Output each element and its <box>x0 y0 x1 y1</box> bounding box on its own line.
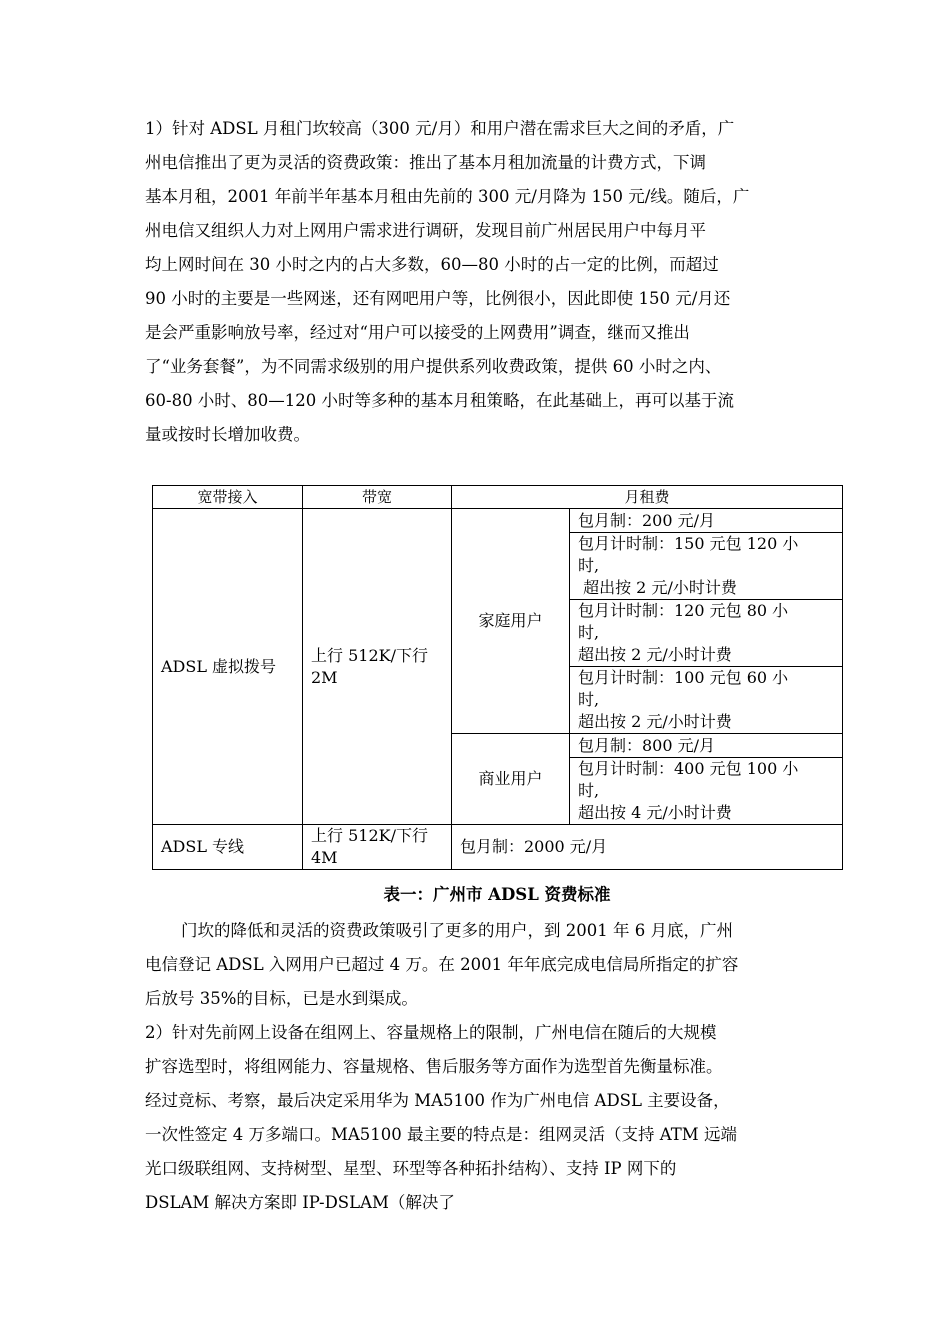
table-header-row <box>153 486 843 509</box>
table-caption: 表一：广州市 ADSL 资费标准 <box>383 885 611 904</box>
header-access: 宽带接入 <box>153 486 303 509</box>
plan-cell: 包月计时制：150 元包 120 小 时, 超出按 2 元/小时计费 <box>570 533 843 600</box>
bandwidth-cell: 上行 512K/下行 2M <box>303 509 452 825</box>
text-line: 光口级联组网、支持树型、星型、环型等各种拓扑结构）、支持 IP 网下的 <box>145 1159 677 1178</box>
text-line: 经过竞标、考察，最后决定采用华为 MA5100 作为广州电信 ADSL 主要设备， <box>145 1091 730 1110</box>
business-user-group: 商业用户 <box>452 734 570 825</box>
header-bandwidth: 带宽 <box>303 486 452 509</box>
header-monthly-fee: 月租费 <box>452 486 843 509</box>
text-line: 1）针对 ADSL 月租门坎较高（300 元/月）和用户潜在需求巨大之间的矛盾，广 <box>145 119 735 138</box>
text-line: 电信登记 ADSL 入网用户已超过 4 万。在 2001 年年底完成电信局所指定的扩容 <box>145 955 739 974</box>
access-type-cell: ADSL 虚拟拨号 <box>153 509 303 825</box>
bandwidth-cell: 上行 512K/下行 4M <box>303 825 452 870</box>
plan-cell: 包月计时制：120 元包 80 小 时, 超出按 2 元/小时计费 <box>570 600 843 667</box>
plan-cell: 包月制：200 元/月 <box>570 509 843 533</box>
access-type-cell: ADSL 专线 <box>153 825 303 870</box>
text-line: DSLAM 解决方案即 IP-DSLAM（解决了 <box>145 1193 455 1212</box>
text-line: 后放号 35%的目标，已是水到渠成。 <box>145 989 418 1008</box>
text-line: 均上网时间在 30 小时之内的占大多数，60—80 小时的占一定的比例，而超过 <box>145 255 719 274</box>
text-line: 扩容选型时，将组网能力、容量规格、售后服务等方面作为选型首先衡量标准。 <box>145 1057 723 1076</box>
text-line: 是会严重影响放号率，经过对“用户可以接受的上网费用”调查，继而又推出 <box>145 323 690 342</box>
table-row <box>153 825 843 870</box>
text-line: 门坎的降低和灵活的资费政策吸引了更多的用户，到 2001 年 6 月底，广州 <box>181 921 733 940</box>
paragraph-results <box>145 914 815 1220</box>
text-line: 基本月租，2001 年前半年基本月租由先前的 300 元/月降为 150 元/线。随后，广 <box>145 187 750 206</box>
text-line: 州电信又组织人力对上网用户需求进行调研，发现目前广州居民用户中每月平 <box>145 221 706 240</box>
text-line: 量或按时长增加收费。 <box>145 425 310 444</box>
adsl-fee-table <box>152 485 843 870</box>
plan-cell: 包月计时制：400 元包 100 小 时, 超出按 4 元/小时计费 <box>570 758 843 825</box>
home-user-group: 家庭用户 <box>452 509 570 734</box>
table-row <box>153 509 843 533</box>
text-line: 了“业务套餐”，为不同需求级别的用户提供系列收费政策，提供 60 小时之内、 <box>145 357 722 376</box>
text-line: 一次性签定 4 万多端口。MA5100 最主要的特点是：组网灵活（支持 ATM 远端 <box>145 1125 737 1144</box>
text-line: 60-80 小时、80—120 小时等多种的基本月租策略，在此基础上，再可以基于流 <box>145 391 735 410</box>
plan-cell: 包月制：2000 元/月 <box>452 825 843 870</box>
plan-cell: 包月制：800 元/月 <box>570 734 843 758</box>
plan-cell: 包月计时制：100 元包 60 小 时, 超出按 2 元/小时计费 <box>570 667 843 734</box>
text-line: 2）针对先前网上设备在组网上、容量规格上的限制，广州电信在随后的大规模 <box>145 1023 717 1042</box>
text-line: 州电信推出了更为灵活的资费政策：推出了基本月租加流量的计费方式，下调 <box>145 153 706 172</box>
text-line: 90 小时的主要是一些网迷，还有网吧用户等，比例很小，因此即使 150 元/月还 <box>145 289 731 308</box>
paragraph-tariff-policy <box>145 112 815 452</box>
